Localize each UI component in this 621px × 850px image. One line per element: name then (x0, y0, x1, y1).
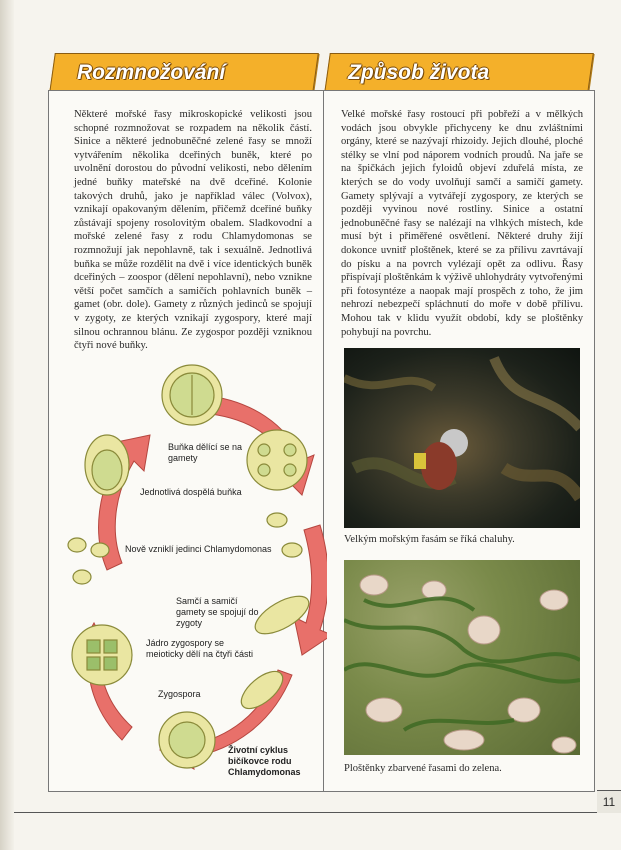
reproduction-text: Některé mořské řasy mikroskopické velikosti jsou schopné rozmnožovat se rozpadem na několik částí. Sinice a některé jednobuněčné zelené řasy se množí vytvářením několika dceřiných buněk, které po uvolnění dorostou do původní velikosti, nebo dělením jedné buňky mateřské na dvě dceřiné. Kolonie takových druhů, jako je například válec (Volvox), vznikají opakovaným dělením, přičemž dceřiné buňky zůstávají spojeny rosolovitým obalem. Sladkovodní a mořské zelené řasy z rodu Chlamydomonas se rozmnožují jak nepohlavně, tak i sexuálně. Jednotlivá buňka se může rozdělit na dvě i více identických buněk dceřiných – zoospor (dělení nepohlavní), nebo vznikne větší počet samčích a samičích pohlavních buněk – gamet (obr. dole). Gamety z různých jedinců se spojují v zygoty, ze kterých vznikají zygospory, které mají silnou ochrannou blánu. Ze zygospor později vzniknou čtyři nové buňky. (74, 109, 312, 352)
page-bottom-rule (14, 812, 597, 813)
label-gamete-fusion: Samčí a samičí gamety se spojují do zygoty (176, 596, 259, 628)
label-adult-cell: Jednotlivá dospělá buňka (140, 487, 242, 497)
page-number: 11 (597, 790, 621, 813)
page-binding (0, 0, 14, 850)
photo-caption-flatworms: Ploštěnky zbarvené řasami do zelena. (344, 763, 502, 774)
label-zygospore: Zygospora (158, 689, 201, 699)
label-gamete-division: Buňka dělící se na gamety (168, 442, 243, 463)
chlamydomonas-life-cycle-diagram (52, 355, 327, 785)
flatworms-illustration (344, 560, 580, 755)
label-meiosis: Jádro zygospory se meioticky dělí na čtyři části (146, 638, 254, 659)
label-new-individuals: Nově vzniklí jedinci Chlamydomonas (125, 544, 272, 554)
lifestyle-text: Velké mořské řasy rostoucí při pobřeží a v mělkých vodách jsou obvykle přichyceny ke dnu zvláštními orgány, které se nazývají rhizoidy. Jejich dlouhé, ploché stélky se vlní pod náporem vodních proudů. Na jaře se na špičkách jejich fyloidů objeví zduřelá místa, ze kterých se do vody uvolňují samčí a samičí gamety. Gamety splývají a vytvářejí zygospory, ze kterých se později vyvinou nové rostliny. Sinice a ostatní jednobuněčné řasy se nalézají na vlhkých místech, kde musí být i přiměřené osvětlení. Některé druhy žijí dokonce uvnitř ploštěnek, které se za přílivu zavrtávají do písku a na povrch vylézají opět za odlivu. Řasy přispívají ploštěnkám k výživě uhlohydráty vytvořenými při fotosyntéze a naopak mají prospěch z toho, že jim nehrozí nebezpečí spláchnutí do moře v době přílivu. Mohou tak v klidu využít období, kdy se ploštěnky pohybují na povrchu. (341, 109, 583, 338)
section-header-left (49, 53, 319, 93)
photo-kelp-diver (344, 348, 580, 528)
kelp-diver-illustration (344, 348, 580, 528)
photo-caption-kelp: Velkým mořským řasám se říká chaluhy. (344, 534, 515, 545)
diagram-title: Životní cyklus bičíkovce rodu Chlamydomonas (228, 745, 301, 777)
section-title-lifestyle: Způsob života (348, 61, 490, 84)
section-title-reproduction: Rozmnožování (77, 61, 226, 84)
section-header-right (324, 53, 594, 93)
photo-green-flatworms (344, 560, 580, 755)
